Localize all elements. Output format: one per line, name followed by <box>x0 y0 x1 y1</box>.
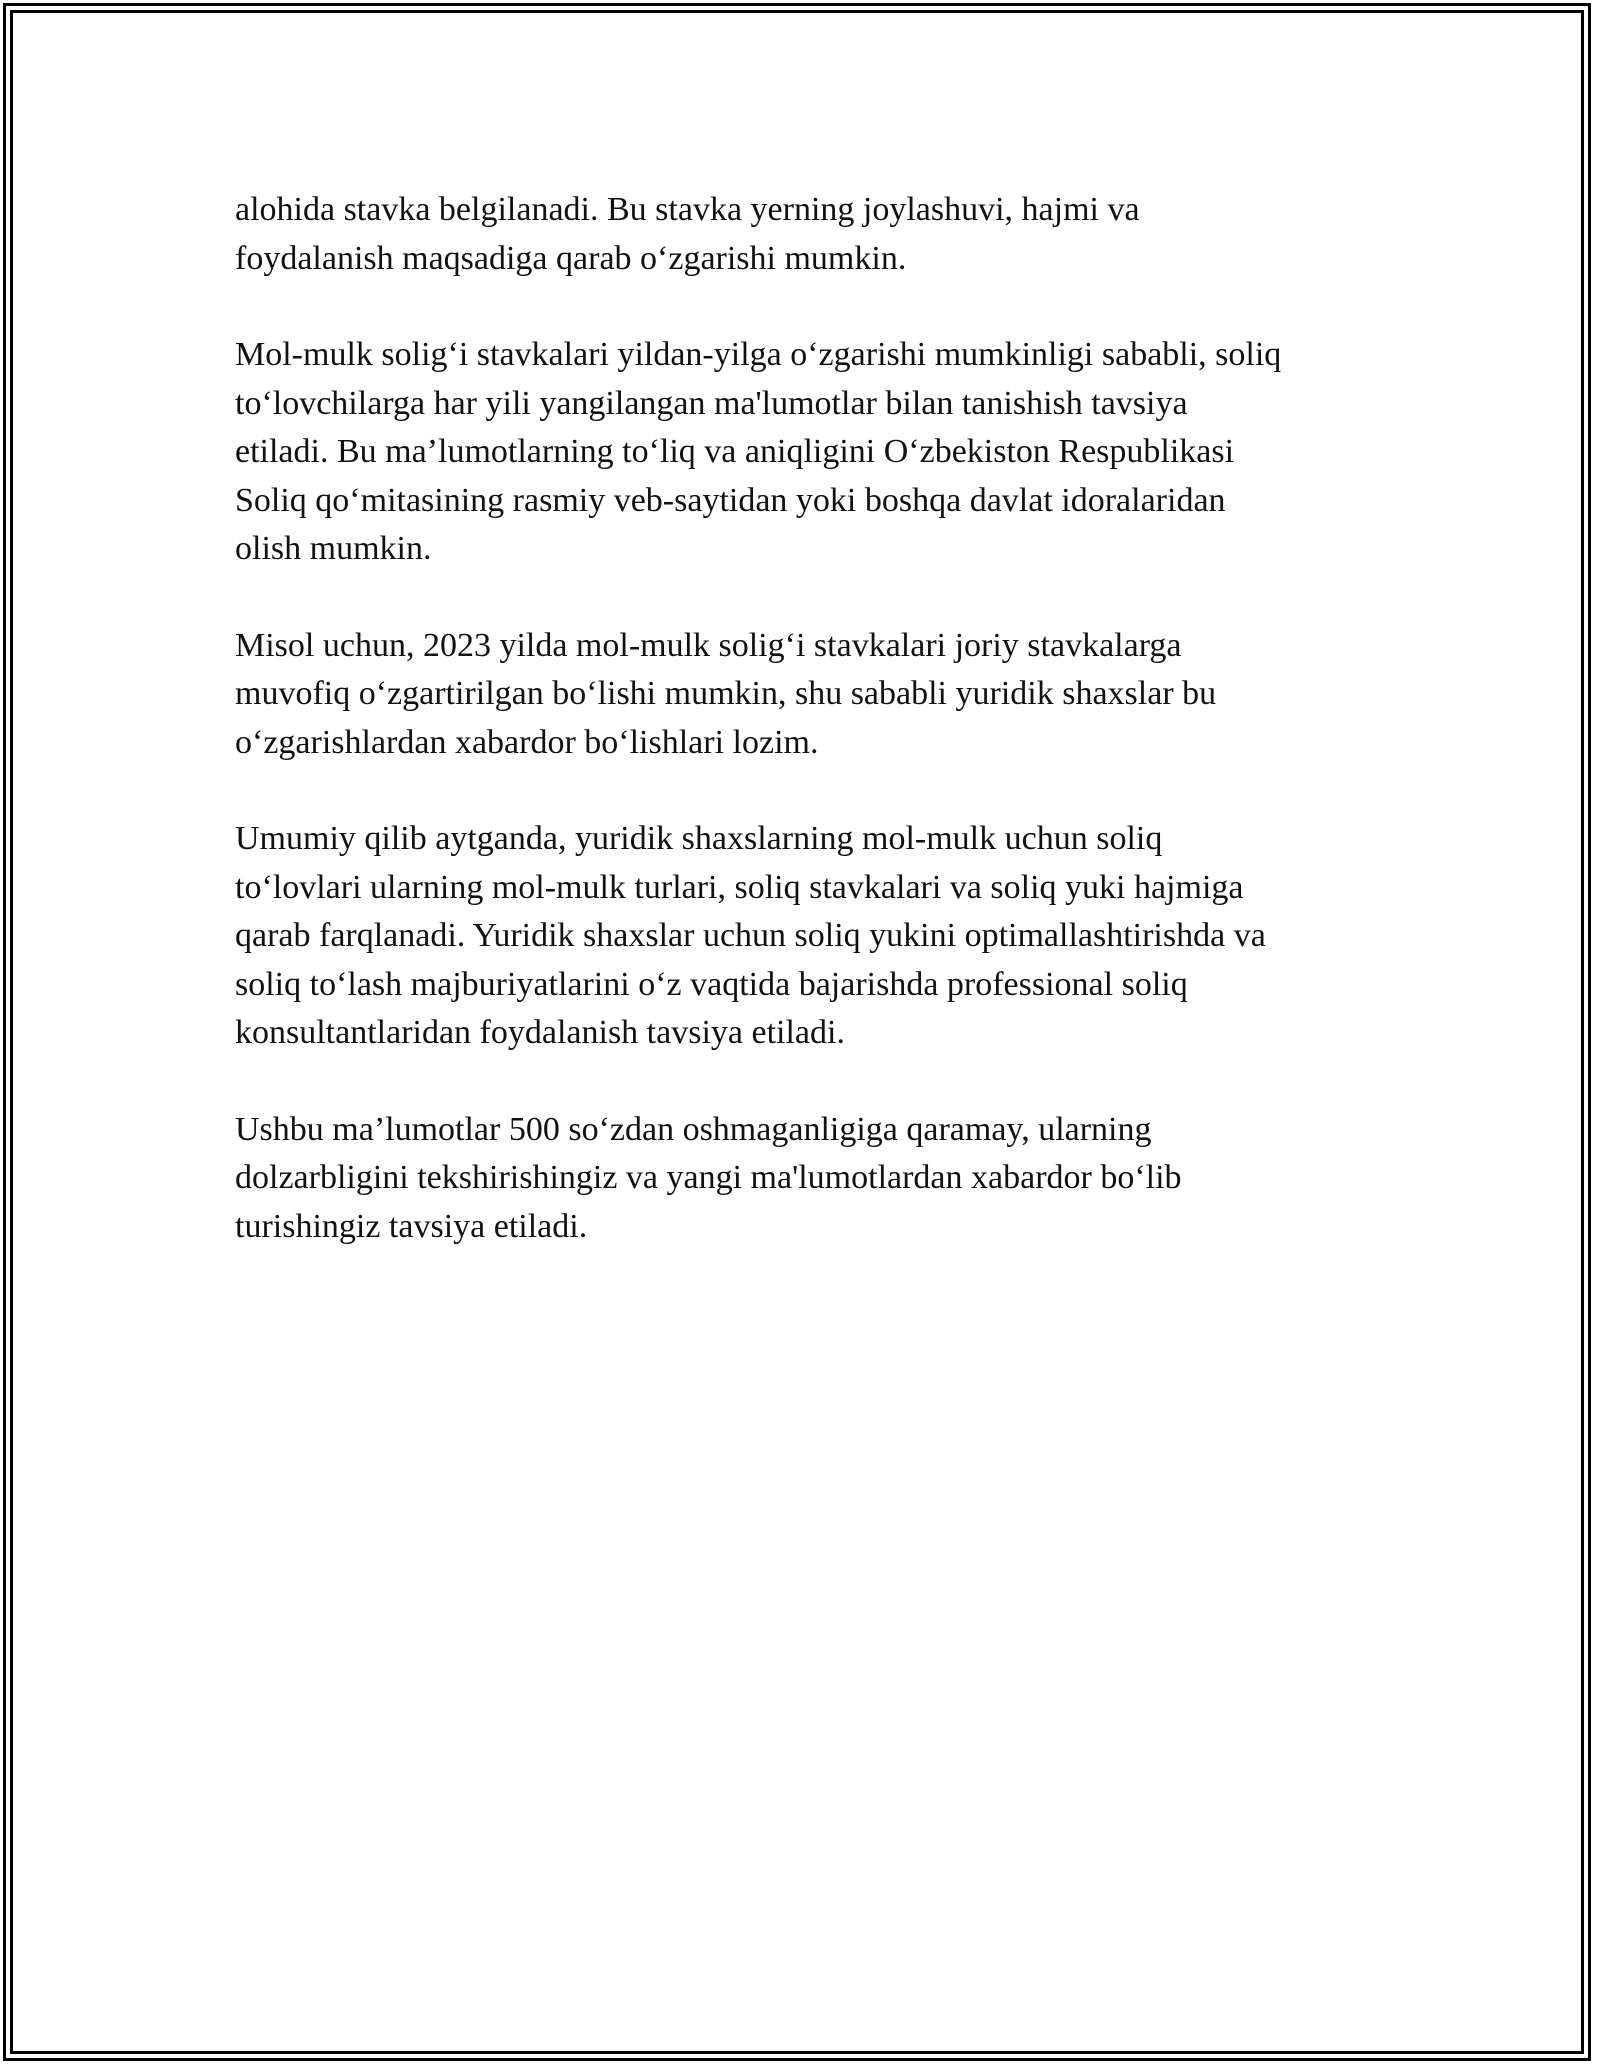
paragraph-4 <box>235 815 1385 1058</box>
document-body <box>235 186 1385 1299</box>
text-line: dolzarbligini tekshirishingiz va yangi ma'lumotlardan xabardor bo‘lib <box>235 1159 1182 1196</box>
text-line: soliq to‘lash majburiyatlarini o‘z vaqtida bajarishda professional soliq <box>235 965 1188 1003</box>
text-line: konsultantlaridan foydalanish tavsiya etiladi. <box>235 1014 845 1051</box>
text-line: etiladi. Bu ma’lumotlarning to‘liq va aniqligini O‘zbekiston Respublikasi <box>235 433 1235 470</box>
text-line: to‘lovchilarga har yili yangilangan ma'lumotlar bilan tanishish tavsiya <box>235 384 1188 422</box>
paragraph-3 <box>235 622 1385 768</box>
paragraph-2 <box>235 331 1385 574</box>
text-line: olish mumkin. <box>235 530 432 567</box>
text-line: Soliq qo‘mitasining rasmiy veb-saytidan yoki boshqa davlat idoralaridan <box>235 481 1226 519</box>
text-line: foydalanish maqsadiga qarab o‘zgarishi mumkin. <box>235 239 907 277</box>
text-line: Misol uchun, 2023 yilda mol-mulk solig‘i stavkalari joriy stavkalarga <box>235 626 1182 664</box>
text-line: muvofiq o‘zgartirilgan bo‘lishi mumkin, shu sababli yuridik shaxslar bu <box>235 675 1217 712</box>
text-line: Ushbu ma’lumotlar 500 so‘zdan oshmaganligiga qaramay, ularning <box>235 1110 1152 1148</box>
text-line: turishingiz tavsiya etiladi. <box>235 1207 588 1245</box>
text-line: alohida stavka belgilanadi. Bu stavka yerning joylashuvi, hajmi va <box>235 191 1140 228</box>
text-line: Mol-mulk solig‘i stavkalari yildan-yilga o‘zgarishi mumkinligi sababli, soliq <box>235 336 1282 373</box>
paragraph-1 <box>235 186 1385 283</box>
text-line: qarab farqlanadi. Yuridik shaxslar uchun soliq yukini optimallashtirishda va <box>235 917 1266 954</box>
text-line: to‘lovlari ularning mol-mulk turlari, soliq stavkalari va soliq yuki hajmiga <box>235 868 1244 906</box>
text-line: o‘zgarishlardan xabardor bo‘lishlari lozim. <box>235 723 819 761</box>
text-line: Umumiy qilib aytganda, yuridik shaxslarning mol-mulk uchun soliq <box>235 820 1163 857</box>
paragraph-5 <box>235 1106 1385 1252</box>
